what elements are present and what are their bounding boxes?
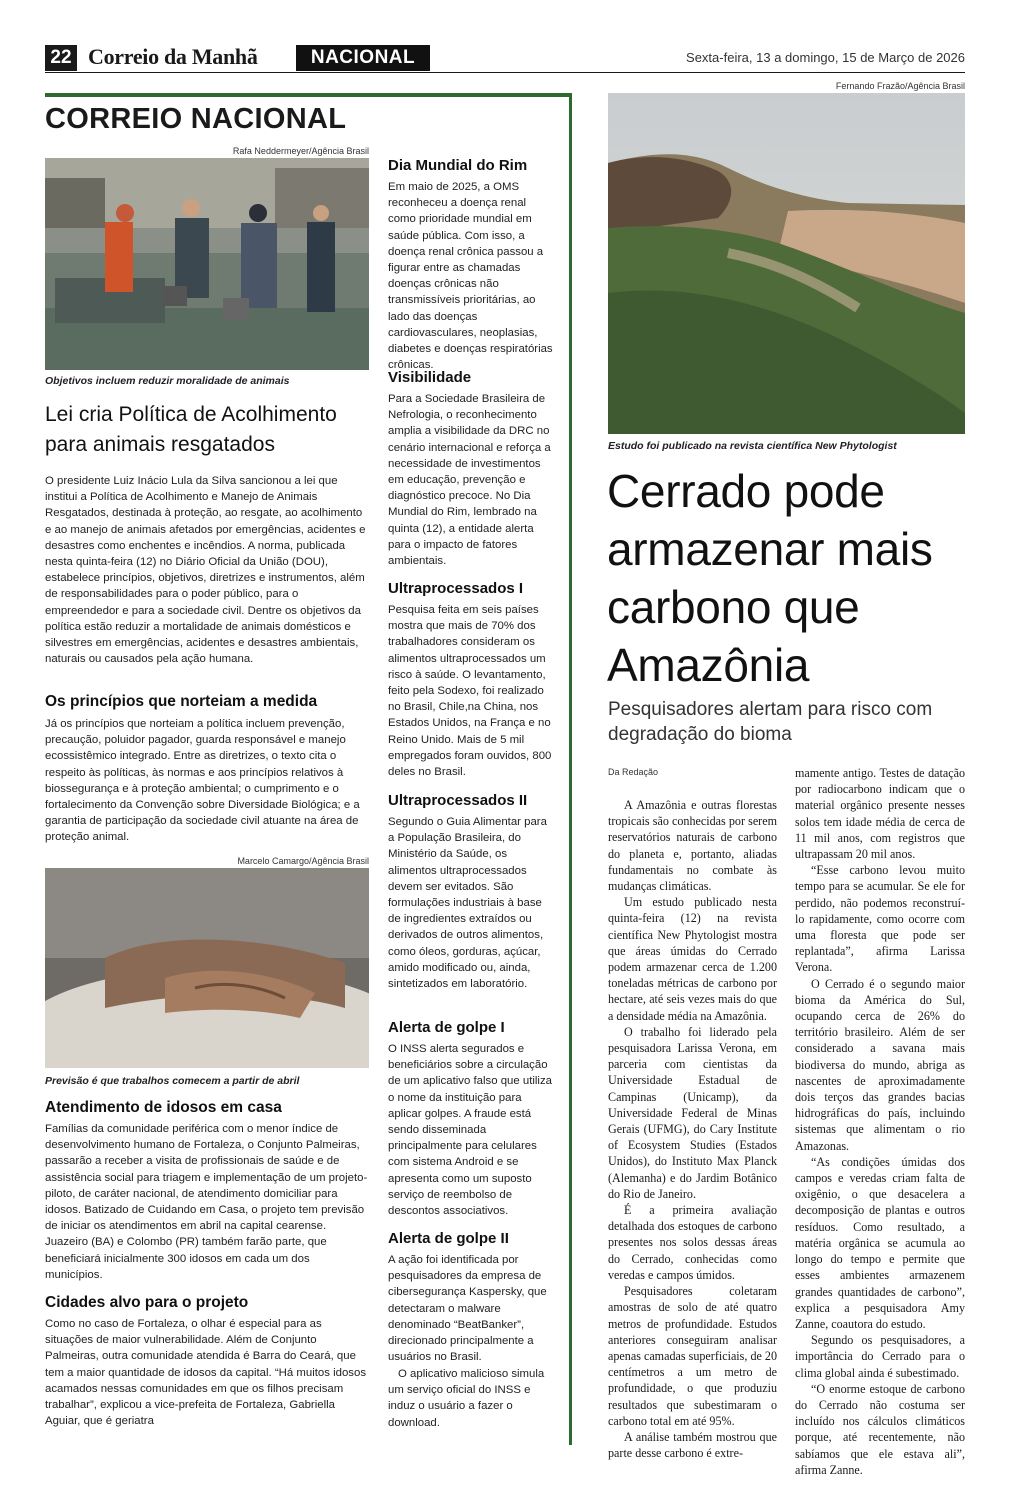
section-title: CORREIO NACIONAL — [45, 103, 347, 135]
brief-body: A ação foi identificada por pesquisadores da empresa de cibersegurança Kaspersky, que detectaram o malware denominado “BeatBanker”, direcionado principalmente a usuários no Brasil. — [388, 1254, 547, 1364]
photo-caption: Estudo foi publicado na revista científica New Phytologist — [608, 440, 897, 452]
paragraph: Um estudo publicado nesta quinta-feira (12) na revista científica New Phytologist mostra que áreas úmidas do Cerrado podem armazenar cerca de 1.200 toneladas métricas de carbono por hectare, até seis vezes mais do que a densidade média na Amazônia. — [608, 895, 777, 1023]
article-column-2 — [795, 765, 965, 1478]
principles-subhead: Os princípios que norteiam a medida — [45, 693, 318, 710]
flood-rescue-photo — [45, 158, 369, 370]
headline-deck: Pesquisadores alertam para risco com degradação do bioma — [608, 699, 933, 745]
paragraph: mamente antigo. Testes de datação por radiocarbono indicam que o material orgânico presente nesses solos tem idade média de cerca de 11 mil anos, com registros que ultrapassam 20 mil anos. — [795, 766, 965, 862]
photo-credit: Fernando Frazão/Agência Brasil — [835, 81, 965, 91]
brief-body: Segundo o Guia Alimentar para a População Brasileira, do Ministério da Saúde, os alimentos ultraprocessados devem ser evitados. São formulações industriais à base de ingredientes extraídos ou derivados de outros alimentos, como óleos, gorduras, açúcar, amido modificado ou, ainda, sintetizados em laboratório. — [388, 816, 547, 991]
cities-body: Como no caso de Fortaleza, o olhar é especial para as situações de maior vulnerabilidade. Além de Conjunto Palmeiras, outra comunidade atendida é Barra do Ceará, que tem a maior quantidade de idosos da capital. “Há muitos idosos acamados nessas comunidades em que os filhos precisam trabalhar”, explicou a vice-prefeita de Fortaleza, Gabriella Aguiar, que é geriatra — [45, 1318, 367, 1428]
lead-article-body: O presidente Luiz Inácio Lula da Silva sancionou a lei que institui a Política de Acolhimento e Manejo de Animais Resgatados, destinada à proteção, ao resgate, ao acolhimento e ao manejo de animais afetados por emergências, acidentes e desastres como enchentes e incêndios. A norma, publicada nesta quinta-feira (12) no Diário Oficial da União (DOU), estabelece princípios, objetivos, diretrizes e instrumentos, além de responsabilidades para o poder público, para o empreendedor e para a sociedade civil. Dentre os objetivos da política estão reduzir a mortalidade de animais domésticos e silvestres em emergências, acidentes e desastres ambientais, naturais ou causados pela ação humana. — [45, 475, 366, 666]
paragraph: “Esse carbono levou muito tempo para se acumular. Se ele for perdido, não podemos reconstruí-lo rapidamente, como ocorre com uma floresta que pode ser replantada”, afirma Larissa Verona. — [795, 863, 965, 975]
green-frame-right — [569, 93, 572, 1445]
page-header — [0, 0, 1010, 75]
paragraph: A Amazônia e outras florestas tropicais são conhecidas por serem reservatórios naturais de carbono do planeta e, portanto, aliadas fundamentais no combate às mudanças climáticas. — [608, 798, 777, 894]
cities-subhead: Cidades alvo para o projeto — [45, 1294, 249, 1311]
photo-caption: Objetivos incluem reduzir moralidade de animais — [45, 375, 290, 387]
paragraph: A análise também mostrou que parte desse carbono é extre- — [608, 1429, 777, 1461]
byline: Da Redação — [608, 767, 659, 777]
lead-headline: Lei cria Política de Acolhimento para animais resgatados — [45, 403, 337, 456]
issue-date: Sexta-feira, 13 a domingo, 15 de Março de 2026 — [686, 50, 965, 65]
photo-caption: Previsão é que trabalhos comecem a partir de abril — [45, 1075, 300, 1087]
paragraph: Pesquisadores coletaram amostras de solo de até quatro metros de profundidade. Estudos anteriores conseguiram analisar apenas camadas superficiais, de 20 centímetros a um metro de profundidade, o que produziu resultados que subestimaram o carbono total em até 95%. — [608, 1284, 777, 1428]
paragraph: É a primeira avaliação detalhada dos estoques de carbono presentes nos solos dessas áreas do Cerrado, conhecidas como veredas e campos úmidos. — [608, 1203, 777, 1282]
brief-title: Alerta de golpe I — [388, 1019, 505, 1036]
masthead-logo: Correio da Manhã — [88, 44, 258, 69]
brief-title: Ultraprocessados I — [388, 580, 524, 597]
brief-body: O aplicativo malicioso simula um serviço oficial do INSS e induz o usuário a fazer o download. — [388, 1368, 545, 1429]
photo-credit: Marcelo Camargo/Agência Brasil — [237, 856, 369, 866]
elderly-body: Famílias da comunidade periférica com o menor índice de desenvolvimento humano de Fortaleza, o Conjunto Palmeiras, passarão a receber a visita de profissionais de saúde e de assistência social para triagem e implementação de um projeto-piloto, de caráter nacional, de atendimento domiciliar para idosos. Batizado de Cuidando em Casa, o projeto tem previsão de iniciar os atendimentos em abril na capital cearense. Juazeiro (BA) e Colombo (PR) também farão parte, que beneficiará inicialmente 300 idosos em cada um dos municípios. — [45, 1123, 368, 1281]
paragraph: O Cerrado é o segundo maior bioma da América do Sul, ocupando cerca de 26% do território brasileiro. Além de ser considerado a savana mais biodiversa do mundo, abriga as nascentes de aproximadamente dois terços das grandes bacias hidrográficas do país, incluindo sistemas que alimentam o rio Amazonas. — [795, 976, 965, 1153]
paragraph: Segundo os pesquisadores, a importância do Cerrado para o clima global ainda é subestimado. — [795, 1333, 965, 1380]
brief-title: Dia Mundial do Rim — [388, 157, 528, 174]
photo-credit: Rafa Neddermeyer/Agência Brasil — [232, 146, 369, 156]
brief-title: Alerta de golpe II — [388, 1230, 509, 1247]
page-number: 22 — [45, 45, 77, 71]
brief-body: Em maio de 2025, a OMS reconheceu a doença renal como prioridade mundial em saúde pública. Com isso, a doença renal crônica passou a figurar entre as chamadas doenças crônicas não transmissíveis prioritárias, ao lado das doenças cardiovasculares, neoplasias, diabetes e doenças respiratórias crônicas. — [388, 181, 553, 372]
cerrado-landscape-photo — [608, 93, 965, 434]
main-headline: Cerrado pode armazenar mais carbono que Amazônia — [607, 465, 933, 691]
green-frame-top — [45, 93, 572, 97]
brief-title: Ultraprocessados II — [388, 792, 528, 809]
brief-body: O INSS alerta segurados e beneficiários sobre a circulação de um aplicativo falso que utiliza o nome da instituição para aplicar golpes. A fraude está sendo disseminada principalmente para celulares com sistema Android e se apresenta como um suposto serviço de reembolso de descontos associativos. — [388, 1043, 552, 1218]
paragraph: “As condições úmidas dos campos e veredas criam falta de oxigênio, o que desacelera a decomposição de plantas e outros resíduos. Como resultado, a matéria orgânica se acumula ao longo do tempo e permite que esses ambientes armazenem grandes quantidades de carbono”, explica a pesquisadora Amy Zanne, coautora do estudo. — [795, 1154, 965, 1331]
brief-body: Pesquisa feita em seis países mostra que mais de 70% dos trabalhadores consideram os alimentos ultraprocessados um risco à saúde. O levantamento, feito pela Sodexo, foi realizado no Brasil, Chile,na China, nos Estados Unidos, na França e no Reino Unido. Mais de 5 mil empregados foram ouvidos, 800 deles no Brasil. — [388, 604, 552, 779]
elderly-hands-photo — [45, 868, 369, 1068]
article-column-1 — [608, 797, 777, 1461]
brief-body: Para a Sociedade Brasileira de Nefrologia, o reconhecimento amplia a visibilidade da DRC no cenário internacional e reforça a necessidade de investimentos em educação, prevenção e diagnóstico precoce. No Dia Mundial do Rim, lembrado na quinta (12), a entidade alerta para o impacto de fatores ambientais. — [388, 393, 551, 568]
paragraph: O trabalho foi liderado pela pesquisadora Larissa Verona, em parceria com cientistas da Universidade Estadual de Campinas (Unicamp), da Universidade Federal de Minas Gerais (UFMG), do Cary Institute of Ecosystem Studies (Estados Unidos), do Instituto Max Planck (Alemanha) e do Jardim Botânico do Rio de Janeiro. — [608, 1024, 777, 1201]
header-rule — [45, 72, 965, 73]
elderly-subhead: Atendimento de idosos em casa — [45, 1099, 282, 1116]
section-label: NACIONAL — [296, 45, 430, 71]
paragraph: “O enorme estoque de carbono do Cerrado não costuma ser incluído nos cálculos climáticos porque, até recentemente, não sabíamos que ele estava ali”, afirma Zanne. — [795, 1381, 965, 1477]
principles-body: Já os princípios que norteiam a política incluem prevenção, precaução, poluidor pagador, guarda responsável e manejo ecossistêmico integrado. Entre as diretrizes, o texto cita o respeito às políticas, às normas e aos princípios relativos à biossegurança e à proteção ambiental; o cumprimento e o fortalecimento da Convenção sobre Diversidade Biológica; e a garantia de participação da sociedade civil atuante na área de proteção animal. — [45, 718, 360, 844]
brief-title: Visibilidade — [388, 369, 472, 386]
